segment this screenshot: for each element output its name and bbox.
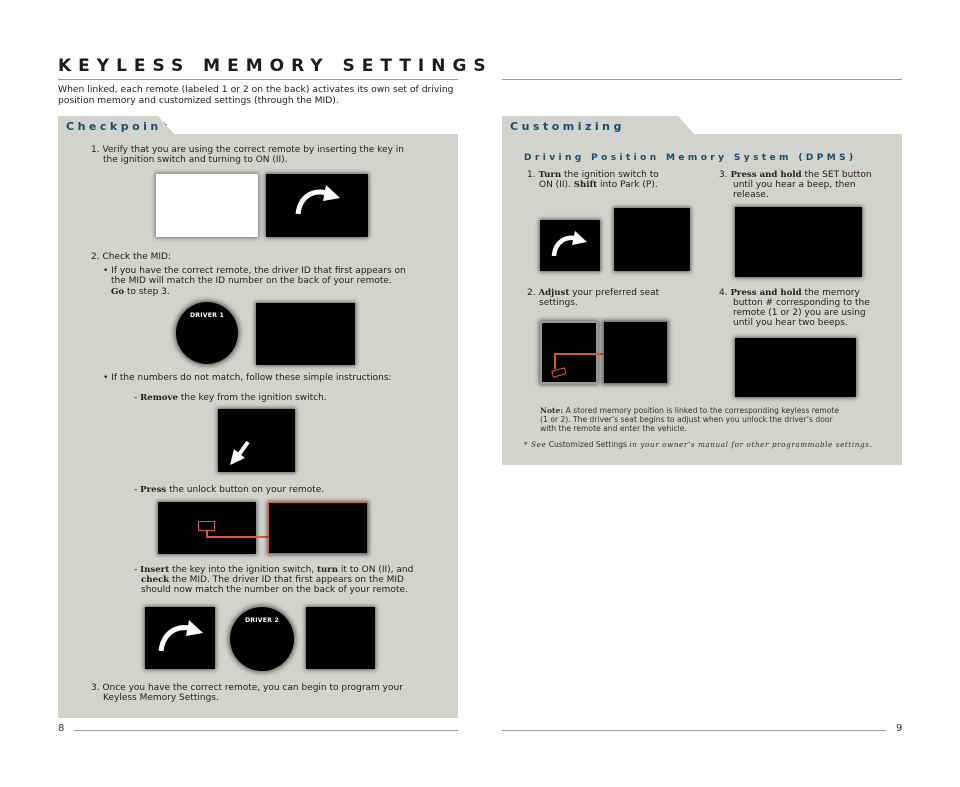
bullet2-text: • If the numbers do not match, follow these simple instructions:: [103, 373, 392, 383]
insert-word: Insert: [140, 565, 170, 575]
customizing-tab: Customizing: [502, 116, 678, 138]
check-line-cont: should now match the number on the back of your remote.: [141, 585, 408, 595]
remote-back-photo: [256, 303, 355, 365]
page-title: KEYLESS MEMORY SETTINGS: [58, 56, 493, 76]
callout-line: [554, 353, 556, 369]
footer-rule-right: [502, 730, 886, 731]
dpms-step3-word: Press and hold: [730, 170, 802, 180]
insert-end: it to ON (II), and: [338, 565, 414, 575]
remove-key-photo: [218, 409, 295, 472]
turn-arrow-icon: [266, 174, 368, 237]
check-rest: the MID. The driver ID that first appears on the MID: [169, 575, 404, 585]
page-number-right: 9: [896, 723, 903, 734]
note-word: Note:: [540, 406, 564, 415]
step1-text: 1. Verify that you are using the correct remote by inserting the key in: [91, 145, 404, 155]
dpms-step1-line: [527, 170, 659, 181]
callout-line: [554, 353, 604, 355]
dpms-step3-line: [719, 170, 872, 181]
dpms-step1-cont-b: into Park (P).: [597, 180, 658, 190]
dpms-ignition-photo: [540, 220, 600, 271]
dpms-step4-cont1: button # corresponding to the: [733, 298, 870, 308]
step3-text-cont: Keyless Memory Settings.: [103, 693, 219, 703]
check-line: [141, 575, 404, 586]
go-word: Go: [111, 287, 125, 297]
ignition-turn-photo: [145, 607, 215, 669]
bullet1-text: • If you have the correct remote, the driver ID that first appears on: [103, 266, 406, 276]
seat-control-closeup: [603, 321, 668, 384]
dpms-step3-cont1: until you hear a beep, then: [733, 180, 856, 190]
footer-rule-left: [74, 730, 458, 731]
go-step3-line: [111, 287, 170, 298]
set-button-photo: [735, 207, 862, 277]
seat-photo: [540, 321, 598, 384]
turn-word: turn: [317, 565, 338, 575]
dpms-step4-num: 4.: [719, 288, 728, 298]
dpms-shift-word: Shift: [573, 180, 598, 190]
dpms-step1-word: Turn: [538, 170, 562, 180]
driver1-label: DRIVER 1: [189, 312, 225, 319]
turn-arrow-icon: [145, 607, 215, 669]
checkpoint-tab: Checkpoint: [58, 116, 158, 138]
step1-text-cont: the ignition switch and turning to ON (II).: [103, 155, 288, 165]
see-manual-line: [524, 440, 872, 449]
dpms-shifter-photo: [614, 208, 690, 271]
note-cont1: (1 or 2). The driver’s seat begins to adjust when you unlock the driver’s door: [540, 415, 833, 424]
memory-button-photo: [735, 338, 856, 397]
top-rule-right: [502, 79, 902, 80]
driver2-label: DRIVER 2: [244, 617, 280, 624]
bullet1-text-cont: the MID will match the ID number on the back of your remote.: [111, 276, 392, 286]
key-photo: [156, 174, 258, 237]
dpms-subhead: Driving Position Memory System (DPMS): [524, 153, 857, 163]
dpms-step4-cont2: remote (1 or 2) you are using: [733, 308, 866, 318]
dpms-step2-word: Adjust: [538, 288, 570, 298]
dpms-step2-line: [527, 288, 659, 299]
remove-rest: the key from the ignition switch.: [178, 393, 327, 403]
ignition-photo: [266, 174, 368, 237]
unlock-button-closeup: [268, 502, 368, 554]
note-rest: A stored memory position is linked to the corresponding keyless remote: [563, 406, 840, 415]
dpms-step4-word: Press and hold: [730, 288, 802, 298]
dpms-step4-line: [719, 288, 860, 299]
step2-text: 2. Check the MID:: [91, 252, 172, 262]
remove-line: - Remove the key from the ignition switch.: [134, 393, 327, 403]
dpms-step1-num: 1.: [527, 170, 536, 180]
dpms-step2-num: 2.: [527, 288, 536, 298]
insert-line: - Insert the key into the ignition switch, turn it to ON (II), and: [134, 565, 414, 575]
press-rest: the unlock button on your remote.: [166, 485, 325, 495]
check-word: check: [141, 575, 170, 585]
unlock-button-highlight: [198, 521, 215, 531]
step3-text: 3. Once you have the correct remote, you can begin to program your: [91, 683, 403, 693]
turn-arrow-icon: [540, 220, 600, 271]
dpms-step1-cont: [539, 180, 658, 191]
go-rest: to step 3.: [124, 287, 170, 297]
press-line: - Press the unlock button on your remote.: [134, 485, 325, 495]
remove-word: Remove: [140, 393, 179, 403]
dpms-step4-cont3: until you hear two beeps.: [733, 318, 848, 328]
see-pre: * See: [524, 440, 547, 449]
insert-mid: the key into the ignition switch,: [169, 565, 317, 575]
down-left-arrow-icon: [218, 409, 295, 472]
mid-display-driver2: [230, 607, 294, 671]
dpms-step3-cont2: release.: [733, 190, 769, 200]
dpms-step1-rest: the ignition switch to: [561, 170, 659, 180]
dpms-step3-rest: the SET button: [801, 170, 872, 180]
press-word: Press: [140, 485, 167, 495]
note-cont2: with the remote and enter the vehicle.: [540, 424, 687, 433]
dpms-step1-cont-a: ON (II).: [539, 180, 574, 190]
dpms-step3-num: 3.: [719, 170, 728, 180]
dpms-step2-rest: your preferred seat: [569, 288, 660, 298]
page-number-left: 8: [58, 723, 65, 734]
intro-text: When linked, each remote (labeled 1 or 2 on the back) activates its own set of driving position memory and customized settings (through the MID).: [58, 84, 454, 106]
remote-back-photo-2: [306, 607, 375, 669]
title-rule: [58, 79, 458, 80]
mid-display-driver1: [176, 302, 238, 364]
callout-line: [206, 536, 268, 538]
see-mid: Customized Settings: [546, 440, 630, 449]
remote-photo: [158, 502, 256, 554]
dpms-step2-cont: settings.: [539, 298, 578, 308]
dpms-step4-rest: the memory: [801, 288, 860, 298]
see-post: in your owner’s manual for other programmable settings.: [629, 440, 873, 449]
